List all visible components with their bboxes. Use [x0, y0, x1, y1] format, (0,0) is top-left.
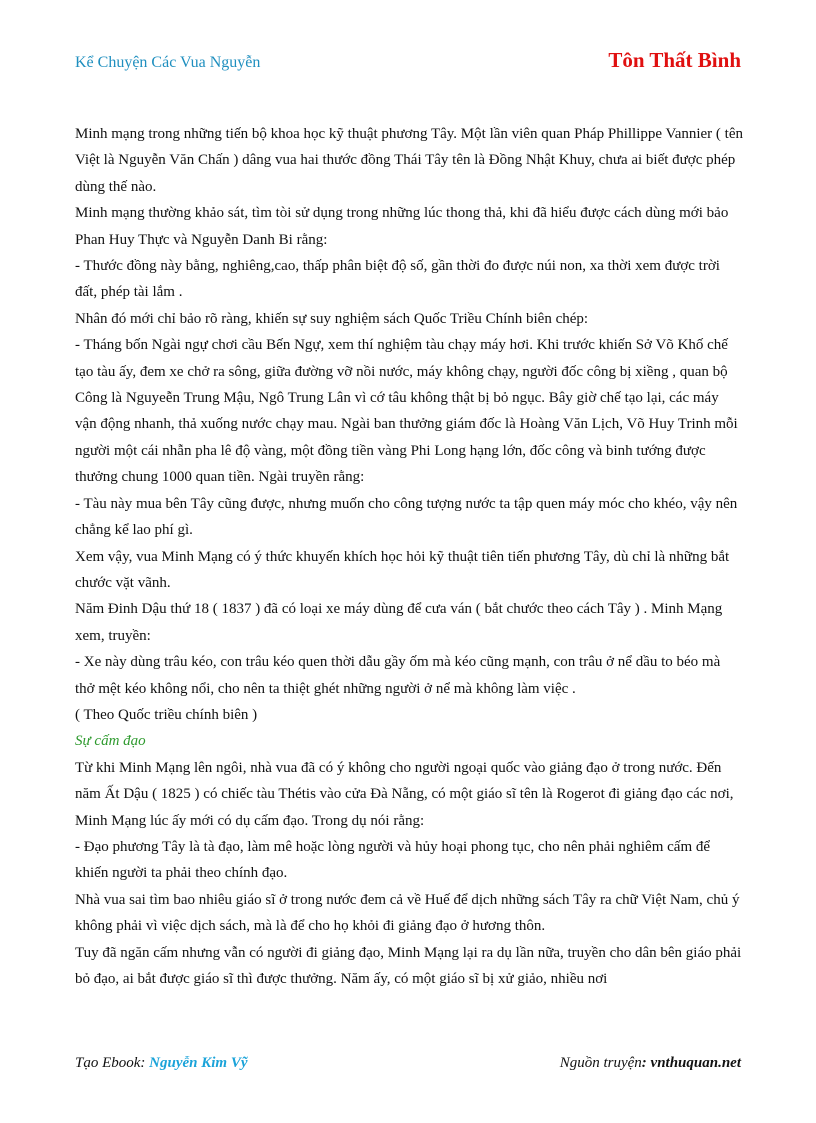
paragraph: Minh mạng trong những tiến bộ khoa học kỹ thuật phương Tây. Một lần viên quan Pháp Phillippe Vannier ( tên Việt là Nguyễn Văn Chấn ) dâng vua hai thước đồng Thái Tây tên là Đồng Nhật Khuy, chưa ai biết được phép dùng thế nào.: [75, 126, 743, 195]
paragraph: - Đạo phương Tây là tà đạo, làm mê hoặc lòng người và hủy hoại phong tục, cho nên phải nghiêm cấm để khiến người ta phải theo chính đạo.: [75, 838, 711, 882]
source-label: Nguồn truyện: [559, 1055, 642, 1071]
ebook-credit: Tạo Ebook: Nguyễn Kim Vỹ: [75, 1055, 248, 1071]
paragraph: Tuy đã ngăn cấm nhưng vẫn có người đi giảng đạo, Minh Mạng lại ra dụ lần nữa, truyền cho dân bên giáo phải bỏ đạo, ai bắt được giáo sĩ thì được thưởng. Năm ấy, có một giáo sĩ bị xử giảo, nhiều nơi: [75, 944, 742, 987]
paragraph: - Tàu này mua bên Tây cũng được, nhưng muốn cho công tượng nước ta tập quen máy móc cho khéo, vậy nên chẳng kể lao phí gì.: [75, 495, 738, 539]
paragraph: ( Theo Quốc triều chính biên ): [75, 706, 258, 723]
paragraph: - Tháng bốn Ngài ngự chơi cầu Bến Ngự, xem thí nghiệm tàu chạy máy hơi. Khi trước khiến Sở Võ Khố chế tạo tàu ấy, đem xe chở ra sông, giữa đường vỡ nồi nước, máy không chạy, người đốc công bị xiềng , quan bộ Công là Nguyeễn Trung Mậu, Ngô Trung Lân vì cớ tâu không thật bị bỏ ngục. Bây giờ chế tạo lại, các máy vận động nhanh, thả xuống nước chạy mau. Ngài ban thưởng giám đốc là Hoàng Văn Lịch, Võ Huy Trinh mỗi người một cái nhẫn pha lê độ vàng, một đồng tiền vàng Phi Long hạng lớn, đốc công và binh tướng được thưởng chung 1000 quan tiền. Ngài truyền rằng:: [75, 337, 738, 486]
ebook-label: Tạo Ebook: [75, 1055, 141, 1071]
page-body: [75, 121, 743, 992]
paragraph: Minh mạng thường khảo sát, tìm tòi sử dụng trong những lúc thong thả, khi đã hiểu được cách dùng mới bảo Phan Huy Thực và Nguyễn Danh Bi rằng:: [75, 205, 729, 248]
paragraph: Từ khi Minh Mạng lên ngôi, nhà vua đã có ý không cho người ngoại quốc vào giảng đạo ở trong nước. Đến năm Ất Dậu ( 1825 ) có chiếc tàu Thétis vào cửa Đà Nẵng, có một giáo sĩ tên là Rogerot đi giảng đạo các nơi, Minh Mạng lúc ấy mới có dụ cấm đạo. Trong dụ nói rằng:: [75, 759, 734, 829]
paragraph: - Xe này dùng trâu kéo, con trâu kéo quen thời dẫu gầy ốm mà kéo cũng mạnh, con trâu ở nể dầu to béo mà thở mệt kéo không nổi, cho nên ta thiệt ghét những người ở nể mà không làm việc .: [75, 654, 721, 697]
page-header: [75, 46, 741, 80]
book-title: Kể Chuyện Các Vua Nguyễn: [75, 54, 261, 71]
paragraph: Nhà vua sai tìm bao nhiêu giáo sĩ ở trong nước đem cả về Huế để dịch những sách Tây ra chữ Việt Nam, chủ ý không phải vì việc dịch sách, mà là để cho họ khỏi đi giảng đạo ở hương thôn.: [75, 891, 740, 935]
ebook-creator: Nguyễn Kim Vỹ: [149, 1055, 248, 1071]
source-credit: Nguồn truyện: vnthuquan.net: [559, 1055, 741, 1071]
paragraph: Năm Đinh Dậu thứ 18 ( 1837 ) đã có loại xe máy dùng để cưa ván ( bắt chước theo cách Tây ) . Minh Mạng xem, truyền:: [75, 601, 723, 644]
source-site: vnthuquan.net: [650, 1055, 741, 1071]
section-heading: Sự cấm đạo: [75, 733, 146, 750]
paragraph: Nhân đó mới chỉ bảo rõ ràng, khiến sự suy nghiệm sách Quốc Triều Chính biên chép:: [75, 310, 589, 327]
author-name: Tôn Thất Bình: [608, 48, 741, 72]
paragraph: - Thước đồng này bằng, nghiêng,cao, thấp phân biệt độ số, gần thời đo được núi non, xa thời xem được trời đất, phép tài lắm .: [75, 258, 720, 301]
paragraph: Xem vậy, vua Minh Mạng có ý thức khuyến khích học hỏi kỹ thuật tiên tiến phương Tây, dù chỉ là những bắt chước vặt vãnh.: [75, 548, 730, 591]
